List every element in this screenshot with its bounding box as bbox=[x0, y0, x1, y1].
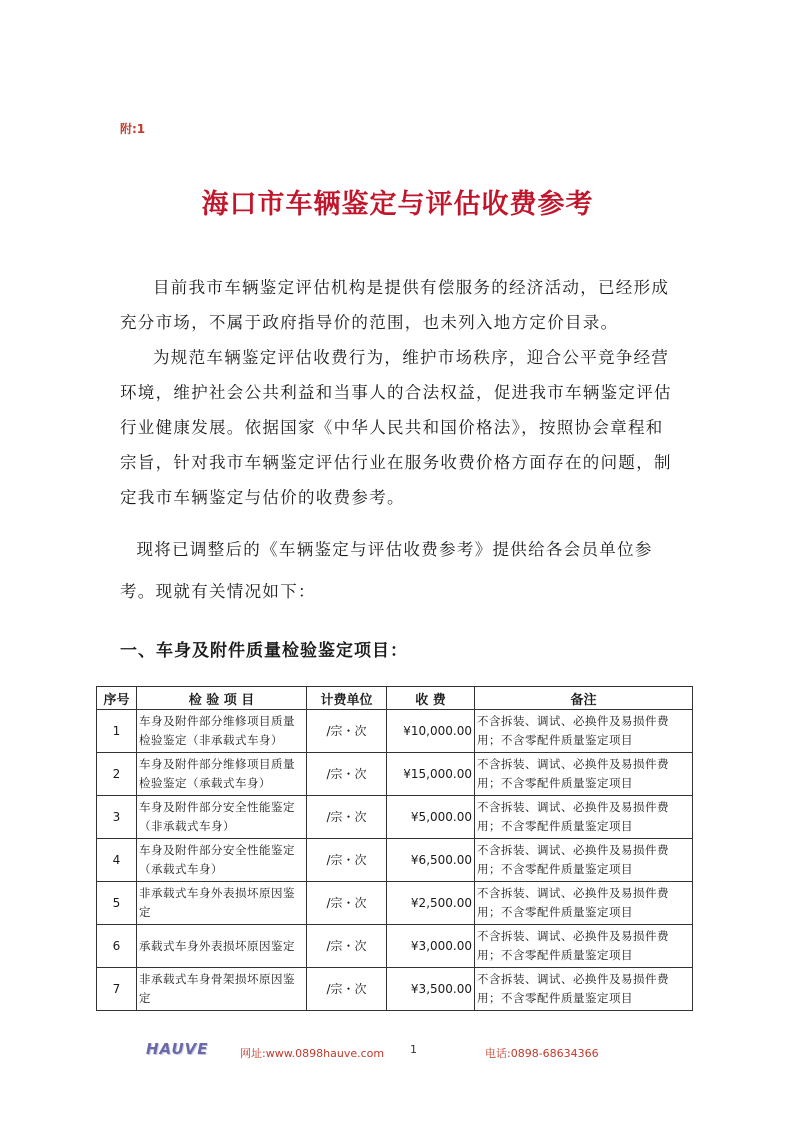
row-note: 不含拆装、调试、必换件及易损件费用；不含零配件质量鉴定项目 bbox=[475, 839, 693, 882]
body-text bbox=[120, 270, 676, 613]
row-unit: /宗・次 bbox=[307, 839, 387, 882]
row-item: 承载式车身外表损坏原因鉴定 bbox=[137, 925, 307, 968]
row-fee: ¥5,000.00 bbox=[387, 796, 475, 839]
row-note: 不含拆装、调试、必换件及易损件费用；不含零配件质量鉴定项目 bbox=[475, 753, 693, 796]
row-unit: /宗・次 bbox=[307, 796, 387, 839]
section-heading: 一、车身及附件质量检验鉴定项目： bbox=[120, 641, 408, 661]
table-row bbox=[97, 968, 693, 1011]
row-unit: /宗・次 bbox=[307, 925, 387, 968]
table-row bbox=[97, 753, 693, 796]
row-unit: /宗・次 bbox=[307, 882, 387, 925]
table-header-row bbox=[97, 687, 693, 710]
document-title: 海口市车辆鉴定与评估收费参考 bbox=[201, 189, 594, 220]
row-note: 不含拆装、调试、必换件及易损件费用；不含零配件质量鉴定项目 bbox=[475, 968, 693, 1011]
row-item: 车身及附件部分安全性能鉴定（承载式车身） bbox=[137, 839, 307, 882]
row-fee: ¥2,500.00 bbox=[387, 882, 475, 925]
row-fee: ¥10,000.00 bbox=[387, 710, 475, 753]
header-note: 备注 bbox=[475, 687, 693, 710]
row-no: 1 bbox=[97, 710, 137, 753]
row-unit: /宗・次 bbox=[307, 753, 387, 796]
table-row bbox=[97, 839, 693, 882]
row-note: 不含拆装、调试、必换件及易损件费用；不含零配件质量鉴定项目 bbox=[475, 925, 693, 968]
row-fee: ¥3,000.00 bbox=[387, 925, 475, 968]
row-note: 不含拆装、调试、必换件及易损件费用；不含零配件质量鉴定项目 bbox=[475, 710, 693, 753]
header-fee: 收 费 bbox=[387, 687, 475, 710]
row-item: 非承载式车身骨架损坏原因鉴定 bbox=[137, 968, 307, 1011]
row-fee: ¥3,500.00 bbox=[387, 968, 475, 1011]
table-row bbox=[97, 710, 693, 753]
table-row bbox=[97, 882, 693, 925]
row-no: 2 bbox=[97, 753, 137, 796]
row-item: 车身及附件部分安全性能鉴定（非承载式车身） bbox=[137, 796, 307, 839]
paragraph: 目前我市车辆鉴定评估机构是提供有偿服务的经济活动，已经形成充分市场，不属于政府指导价的范围，也未列入地方定价目录。 bbox=[120, 278, 670, 332]
row-no: 6 bbox=[97, 925, 137, 968]
hauve-logo: HAUVE bbox=[146, 1040, 209, 1058]
row-item: 车身及附件部分维修项目质量检验鉴定（非承载式车身） bbox=[137, 710, 307, 753]
row-item: 非承载式车身外表损坏原因鉴定 bbox=[137, 882, 307, 925]
row-unit: /宗・次 bbox=[307, 968, 387, 1011]
header-unit: 计费单位 bbox=[307, 687, 387, 710]
fee-table bbox=[96, 686, 693, 1011]
row-note: 不含拆装、调试、必换件及易损件费用；不含零配件质量鉴定项目 bbox=[475, 882, 693, 925]
row-fee: ¥15,000.00 bbox=[387, 753, 475, 796]
row-item: 车身及附件部分维修项目质量检验鉴定（承载式车身） bbox=[137, 753, 307, 796]
website-text: 网址:www.0898hauve.com bbox=[240, 1047, 385, 1060]
header-item: 检 验 项 目 bbox=[137, 687, 307, 710]
table-row bbox=[97, 796, 693, 839]
row-no: 7 bbox=[97, 968, 137, 1011]
phone-text: 电话:0898-68634366 bbox=[485, 1047, 599, 1060]
page-number: 1 bbox=[410, 1043, 417, 1056]
table-row bbox=[97, 925, 693, 968]
header-no: 序号 bbox=[97, 687, 137, 710]
page-footer bbox=[0, 1040, 795, 1064]
row-no: 5 bbox=[97, 882, 137, 925]
row-no: 3 bbox=[97, 796, 137, 839]
appendix-label: 附:1 bbox=[120, 122, 146, 136]
row-no: 4 bbox=[97, 839, 137, 882]
paragraph: 为规范车辆鉴定评估收费行为，维护市场秩序，迎合公平竞争经营环境，维护社会公共利益和当事人的合法权益，促进我市车辆鉴定评估行业健康发展。依据国家《中华人民共和国价格法》，按照协会章程和宗旨，针对我市车辆鉴定评估行业在服务收费价格方面存在的问题，制定我市车辆鉴定与估价的收费参考。 bbox=[120, 348, 672, 507]
row-unit: /宗・次 bbox=[307, 710, 387, 753]
row-fee: ¥6,500.00 bbox=[387, 839, 475, 882]
paragraph: 现将已调整后的《车辆鉴定与评估收费参考》提供给各会员单位参考。现就有关情况如下： bbox=[120, 540, 653, 601]
row-note: 不含拆装、调试、必换件及易损件费用；不含零配件质量鉴定项目 bbox=[475, 796, 693, 839]
